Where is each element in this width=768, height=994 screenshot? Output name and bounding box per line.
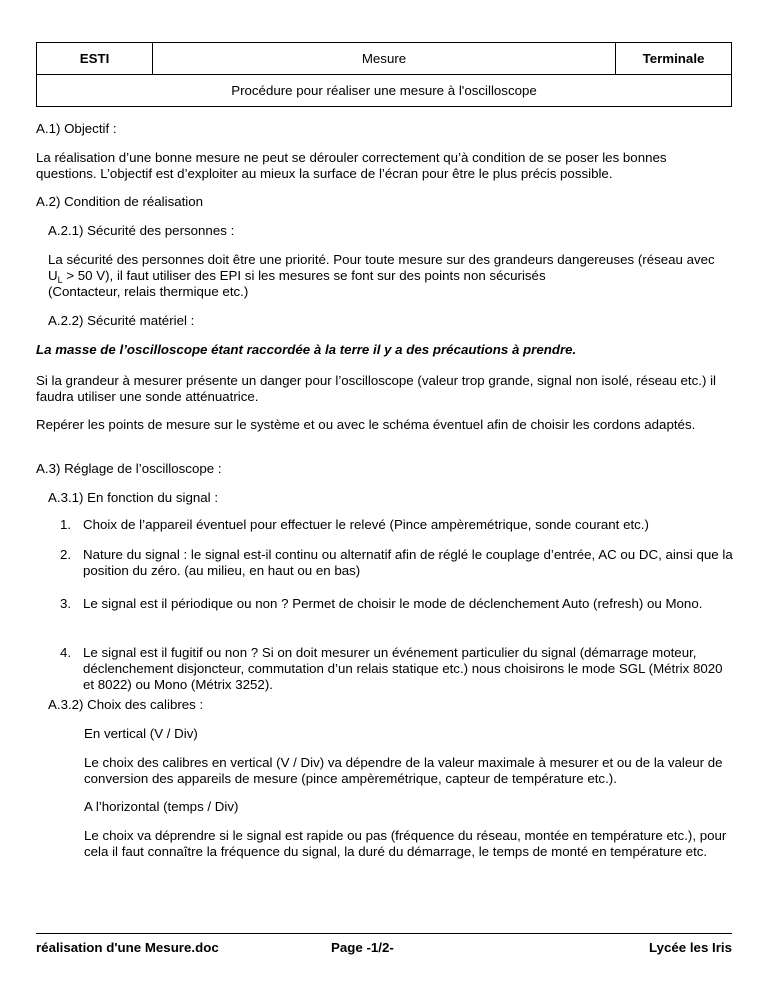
section-a1-text: La réalisation d’une bonne mesure ne peut se dérouler correctement qu’à condition de se poser les bonnes questions. L’objectif est d’exploiter au mieux la surface de l’écran pour être le plus précis possible.	[36, 150, 667, 181]
section-a22-text1: Si la grandeur à mesurer présente un danger pour l’oscilloscope (valeur trop grande, signal non isolé, réseau etc.) il faudra utiliser une sonde atténuatrice.	[36, 373, 716, 404]
footer-school: Lycée les Iris	[648, 940, 732, 955]
list-item-number: 2.	[60, 547, 72, 562]
header-subtitle: Procédure pour réaliser une mesure à l'oscilloscope	[37, 75, 732, 107]
section-a1-title: A.1) Objectif :	[36, 121, 117, 136]
section-a31-title: A.3.1) En fonction du signal :	[48, 490, 219, 505]
horizontal-title: A l’horizontal (temps / Div)	[84, 799, 239, 814]
list-item-text: Choix de l’appareil éventuel pour effectuer le relevé (Pince ampèremétrique, sonde courant etc.)	[83, 517, 649, 532]
section-a22-warning: La masse de l’oscilloscope étant raccordée à la terre il y a des précautions à prendre.	[36, 342, 577, 357]
section-a22-text2: Repérer les points de mesure sur le système et ou avec le schéma éventuel afin de choisir les cordons adaptés.	[36, 417, 696, 432]
section-a2-title: A.2) Condition de réalisation	[36, 194, 204, 209]
header-school: ESTI	[37, 43, 153, 75]
footer-filename: réalisation d'une Mesure.doc	[36, 940, 219, 955]
vertical-text: Le choix des calibres en vertical (V / Div) va dépendre de la valeur maximale à mesurer et ou de la valeur de conversion des appareils de mesure (pince ampèremétrique, capteur de température etc.).	[84, 755, 723, 786]
vertical-title: En vertical (V / Div)	[84, 726, 198, 741]
a21-text-before: La sécurité des personnes doit être une priorité. Pour toute mesure sur des grandeurs dangereuses (réseau avec U	[48, 252, 715, 283]
list-item-number: 4.	[60, 645, 72, 660]
header-level: Terminale	[616, 43, 732, 75]
header-table	[36, 42, 732, 107]
list-item-text: Nature du signal : le signal est-il continu ou alternatif afin de réglé le couplage d’entrée, AC ou DC, ainsi que la position du zéro. (au milieu, en haut ou en bas)	[83, 547, 733, 578]
section-a21-text2: (Contacteur, relais thermique etc.)	[48, 284, 249, 299]
footer-divider	[36, 933, 732, 934]
list-item-text: Le signal est il fugitif ou non ? Si on doit mesurer un événement particulier du signal (démarrage moteur, déclenchement disjoncteur, commutation d’un relais statique etc.) nous choisirons le mode SGL (Métrix 8020 et 8022) ou Mono (Métrix 3252).	[83, 645, 723, 692]
a21-text-after: > 50 V), il faut utiliser des EPI si les mesures se font sur des points non sécurisés	[62, 268, 546, 283]
horizontal-text: Le choix va déprendre si le signal est rapide ou pas (fréquence du réseau, montée en température etc.), pour cela il faut connaître la fréquence du signal, la duré du démarrage, le temps de monté en température etc.	[84, 828, 727, 859]
section-a22-title: A.2.2) Sécurité matériel :	[48, 313, 195, 328]
a21-subscript: L	[57, 275, 63, 285]
section-a21-text	[48, 252, 733, 285]
header-subject: Mesure	[153, 43, 616, 75]
section-a32-title: A.3.2) Choix des calibres :	[48, 697, 204, 712]
list-item-number: 3.	[60, 596, 72, 611]
section-a21-title: A.2.1) Sécurité des personnes :	[48, 223, 235, 238]
list-item-number: 1.	[60, 517, 72, 532]
section-a3-title: A.3) Réglage de l’oscilloscope :	[36, 461, 222, 476]
list-item-text: Le signal est il périodique ou non ? Permet de choisir le mode de déclenchement Auto (refresh) ou Mono.	[83, 596, 703, 611]
footer-page-number: Page -1/2-	[331, 940, 394, 955]
